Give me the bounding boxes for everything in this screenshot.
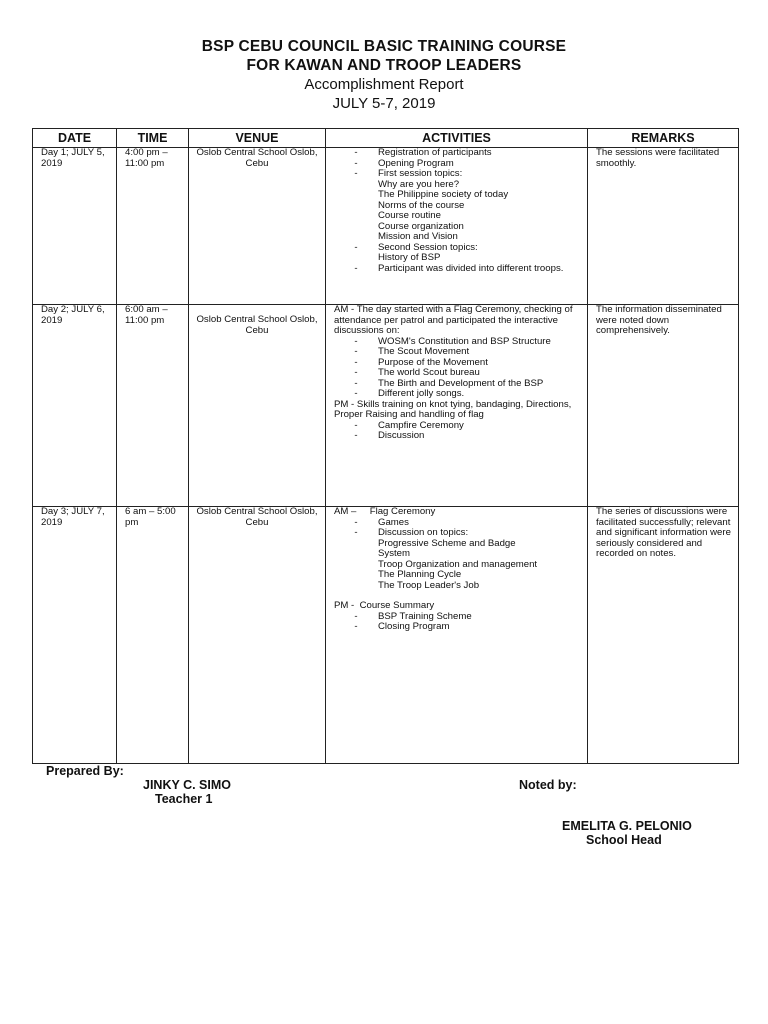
- date-cell: Day 1; JULY 5, 2019: [33, 148, 117, 305]
- sub-item: Norms of the course: [378, 199, 465, 211]
- preparer-title: Teacher 1: [155, 792, 213, 806]
- accomplishment-table: [32, 128, 739, 764]
- pm-summary: PM - Skills training on knot tying, bandaging, Directions, Proper Raising and handling of flag: [334, 398, 572, 420]
- list-item: - Different jolly songs.: [354, 388, 465, 399]
- report-subtitle: Accomplishment Report: [304, 76, 464, 93]
- pm-summary: PM - Course Summary: [334, 600, 435, 611]
- sub-item: Course routine: [378, 210, 441, 221]
- table-row: [33, 305, 739, 507]
- noter-title: School Head: [586, 833, 662, 847]
- list-item: - Second Session topics:: [354, 241, 478, 253]
- prepared-by-label: Prepared By:: [46, 764, 124, 778]
- activities-cell: [326, 148, 588, 305]
- report-title-line-2: FOR KAWAN AND TROOP LEADERS: [246, 57, 522, 74]
- list-item: - The world Scout bureau: [354, 367, 480, 378]
- time-cell: 6:00 am – 11:00 pm: [117, 305, 189, 507]
- column-header-activities: ACTIVITIES: [326, 129, 588, 148]
- am-summary: AM – Flag Ceremony: [334, 506, 436, 517]
- list-item: - Closing Program: [354, 621, 450, 632]
- list-item: - Discussion: [354, 430, 425, 441]
- preparer-name: JINKY C. SIMO: [143, 778, 231, 792]
- column-header-venue: VENUE: [189, 129, 326, 148]
- date-cell: Day 2; JULY 6, 2019: [33, 305, 117, 507]
- list-item: - Campfire Ceremony: [354, 419, 464, 431]
- list-item: - The Scout Movement: [354, 346, 470, 357]
- report-title-line-1: BSP CEBU COUNCIL BASIC TRAINING COURSE: [201, 38, 567, 55]
- time-cell: 4:00 pm – 11:00 pm: [117, 148, 189, 305]
- activities-cell: [326, 305, 588, 507]
- sub-item: History of BSP: [378, 252, 441, 263]
- list-item: - Games: [354, 516, 409, 528]
- noter-name: EMELITA G. PELONIO: [562, 819, 692, 833]
- list-item: - Opening Program: [354, 157, 454, 169]
- venue-text: Oslob Central School Oslob, Cebu: [196, 314, 318, 336]
- sub-item: The Troop Leader's Job: [378, 579, 480, 591]
- column-header-remarks: REMARKS: [588, 129, 739, 148]
- sub-item: Course organization: [378, 220, 464, 232]
- venue-cell: [189, 305, 326, 507]
- list-item: - BSP Training Scheme: [354, 610, 472, 622]
- column-header-time: TIME: [117, 129, 189, 148]
- am-summary: AM - The day started with a Flag Ceremony, checking of attendance per patrol and participated the interactive discussions on:: [334, 304, 573, 336]
- activities-cell: [326, 507, 588, 764]
- report-date-range: JULY 5-7, 2019: [332, 95, 436, 112]
- table-row: [33, 148, 739, 305]
- remarks-cell: The series of discussions were facilitated successfully; relevant and significant information were seriously considered and recorded on notes.: [588, 507, 739, 764]
- remarks-cell: The information disseminated were noted down comprehensively.: [588, 305, 739, 507]
- table-header-row: [33, 129, 739, 148]
- sub-item: Troop Organization and management: [378, 558, 538, 570]
- sub-item: Mission and Vision: [378, 231, 458, 242]
- noted-by-label: Noted by:: [519, 778, 577, 792]
- column-header-date: DATE: [33, 129, 117, 148]
- sub-item: The Planning Cycle: [378, 569, 462, 580]
- sub-item: Why are you here?: [378, 178, 460, 190]
- list-item: - The Birth and Development of the BSP: [354, 377, 544, 389]
- date-cell: Day 3; JULY 7, 2019: [33, 507, 117, 764]
- list-item: - Discussion on topics:: [354, 527, 469, 538]
- table-row: [33, 507, 739, 764]
- list-item: - First session topics:: [354, 168, 463, 179]
- sub-item: Progressive Scheme and Badge System: [378, 537, 516, 559]
- sub-item: The Philippine society of today: [378, 189, 509, 200]
- remarks-cell: The sessions were facilitated smoothly.: [588, 148, 739, 305]
- venue-cell: Oslob Central School Oslob, Cebu: [189, 148, 326, 305]
- list-item: - Registration of participants: [354, 147, 492, 158]
- list-item: - Participant was divided into different troops.: [354, 262, 564, 274]
- venue-cell: Oslob Central School Oslob, Cebu: [189, 507, 326, 764]
- time-cell: 6 am – 5:00 pm: [117, 507, 189, 764]
- list-item: - WOSM's Constitution and BSP Structure: [354, 335, 551, 347]
- list-item: - Purpose of the Movement: [354, 356, 488, 368]
